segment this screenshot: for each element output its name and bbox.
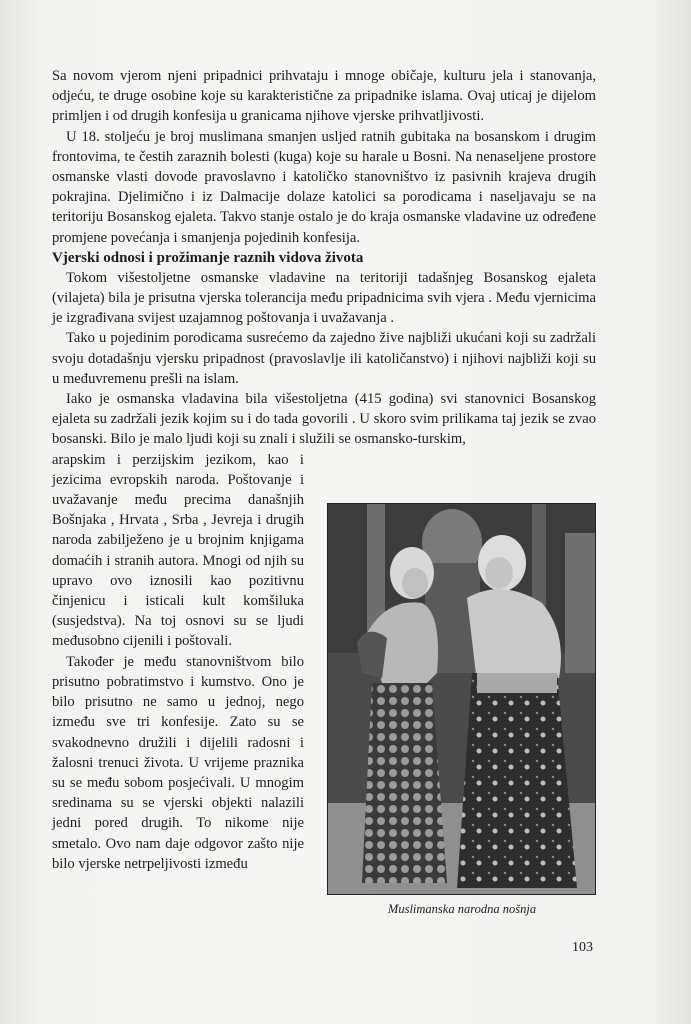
paragraph-5: Iako je osmanska vladavina bila višestoljetna (415 godina) svi stanovnici Bosanskog ejaleta su zadržali jezik kojim su i do tada govorili . U skoro svim prilikama taj jezik se zvao bosanski. Bilo je malo ljudi koji su znali i služili se osmansko-turskim, <box>52 391 596 448</box>
page-number: 103 <box>572 940 593 955</box>
paragraph-7: Također je među stanovništvom bilo prisutno pobratimstvo i kumstvo. Ono je bilo prisutno ne samo u jednoj, nego između sve tri konfesije. Zato su se svakodnevno družili i dijelili radosni i žalosni trenuci života. U vrijeme praznika su se među sobom posjećivali. U mnogim sredinama su se vjerski objekti nalazili jedni pored drugih. To nikome nije smetalo. Ovo nam daje odgovor zašto nije bilo vjerske netrpeljivosti između <box>52 653 304 872</box>
paragraph-4: Tako u pojedinim porodicama susrećemo da zajedno žive najbliži ukućani koji su zadržali svoju dotadašnju vjersku pripadnost (pravoslavlje ili katoličanstvo) i njihovi najbliži koji su u međuvremenu prešli na islam. <box>52 330 596 387</box>
wrapped-text-column <box>52 450 304 874</box>
paragraph-1: Sa novom vjerom njeni pripadnici prihvataju i mnoge običaje, kulturu jela i stanovanja, odjeću, te druge osobine koje su karakteristične za pripadnike islama. Ovaj uticaj je dijelom primljen i od drugih konfesija u granicama njihove vjerske prihvatljivosti. <box>52 68 596 125</box>
figure <box>327 503 597 917</box>
photo-two-women-traditional-dress <box>327 503 596 895</box>
paragraph-3: Tokom višestoljetne osmanske vladavine na teritoriji tadašnjeg Bosanskog ejaleta (vilajeta) bila je prisutna vjerska tolerancija među pripadnicima svih vjera . Među vjernicima je izgrađivana svijest uzajamnog poštovanja i uvažavanja . <box>52 269 596 327</box>
figure-caption: Muslimanska narodna nošnja <box>387 902 537 916</box>
paragraph-2: U 18. stoljeću je broj muslimana smanjen usljed ratnih gubitaka na bosanskom i drugim frontovima, te čestih zaraznih bolesti (kuga) koje su harale u Bosni. Na nenaseljene prostore osmanske vlasti dovode pravoslavno i katoličko stanovništvo iz pasivnih krajeva drugih pokrajina. Djelimično i iz Dalmacije dolaze katolici sa porodicama i naseljavaju se na teritoriju Bosanskog ejaleta. Takvo stanje ostalo je do kraja osmanske vladavine uz određene promjene povećanja i smanjenja pojedinih konfesija. <box>52 128 596 246</box>
paragraph-6: arapskim i perzijskim jezikom, kao i jezicima evropskih naroda. Poštovanje i uvažavanje među precima današnjih Bošnjaka , Hrvata , Srba , Jevreja i drugih naroda zabilježeno je u brojnim knjigama domaćih i stranih autora. Mnogi od njih su upravo ovo iznosili kao pozitivnu činjenicu i isticali kult komšiluka (susjedstva). Na toj osnovi su se ljudi međusobno cijenili i poštovali. <box>52 451 304 650</box>
section-heading: Vjerski odnosi i prožimanje raznih vidova života <box>52 249 364 266</box>
